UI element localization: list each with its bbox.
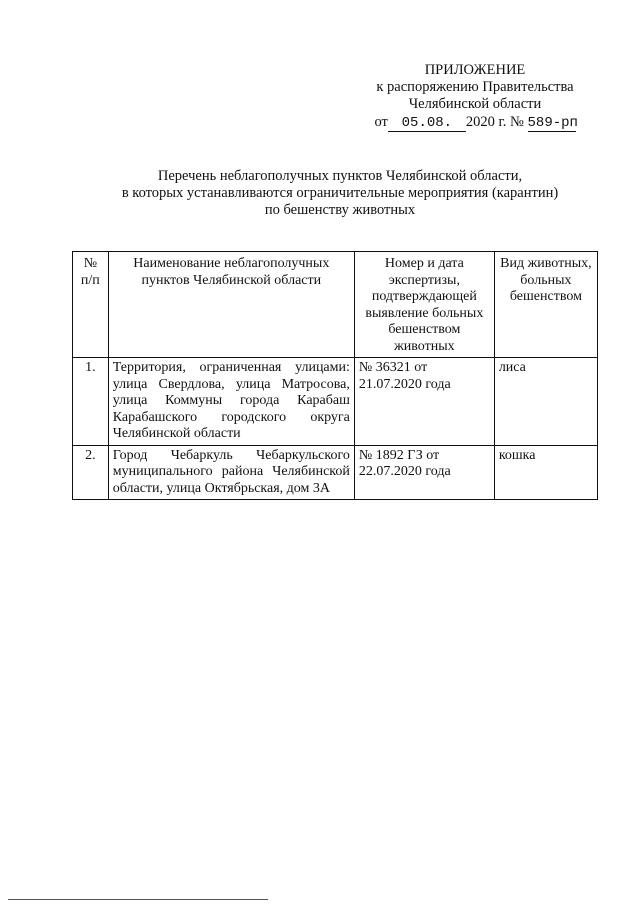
- appendix-label: ПРИЛОЖЕНИЕ: [424, 62, 526, 78]
- header-point-name: Наименование неблагополучных пунктов Челябинской области: [108, 252, 354, 358]
- row-animal-type: кошка: [494, 445, 597, 500]
- title-line-1: Перечень неблагополучных пунктов Челябинской области,: [157, 168, 523, 184]
- title-line-2: в которых устанавливаются ограничительные мероприятия (карантин): [121, 185, 559, 201]
- row-expertise: № 1892 ГЗ от 22.07.2020 года: [354, 445, 494, 500]
- scan-edge-line: [8, 899, 268, 900]
- order-year-text: 2020 г. №: [465, 114, 524, 130]
- outbreak-points-table: [72, 251, 598, 500]
- row-expertise: № 36321 от 21.07.2020 года: [354, 358, 494, 446]
- row-number: 2.: [73, 445, 109, 500]
- title-line-3: по бешенству животных: [264, 202, 416, 218]
- table-header-row: [73, 252, 598, 358]
- appendix-reference-line-2: Челябинской области: [408, 96, 542, 112]
- order-number-value: 589-рп: [527, 115, 578, 131]
- order-date-line: [360, 114, 590, 132]
- row-point-name: Территория, ограниченная улицами: улица Свердлова, улица Матросова, улица Коммуны города Карабаш Карабашского городского округа Челябинской области: [108, 358, 354, 446]
- document-header: [360, 62, 590, 132]
- header-expertise: Номер и дата экспертизы, подтверждающей выявление больных бешенством животных: [354, 252, 494, 358]
- table-row: [73, 445, 598, 500]
- row-animal-type: лиса: [494, 358, 597, 446]
- header-number: № п/п: [73, 252, 109, 358]
- header-animal-type: Вид животных, больных бешенством: [494, 252, 597, 358]
- order-date-value: 05.08.: [388, 116, 466, 132]
- table-row: [73, 358, 598, 446]
- date-prefix: от: [374, 114, 388, 130]
- row-point-name: Город Чебаркуль Чебаркульского муниципального района Челябинской области, улица Октябрьская, дом 3А: [108, 445, 354, 500]
- appendix-reference-line-1: к распоряжению Правительства: [376, 79, 574, 95]
- document-title: [70, 168, 610, 219]
- row-number: 1.: [73, 358, 109, 446]
